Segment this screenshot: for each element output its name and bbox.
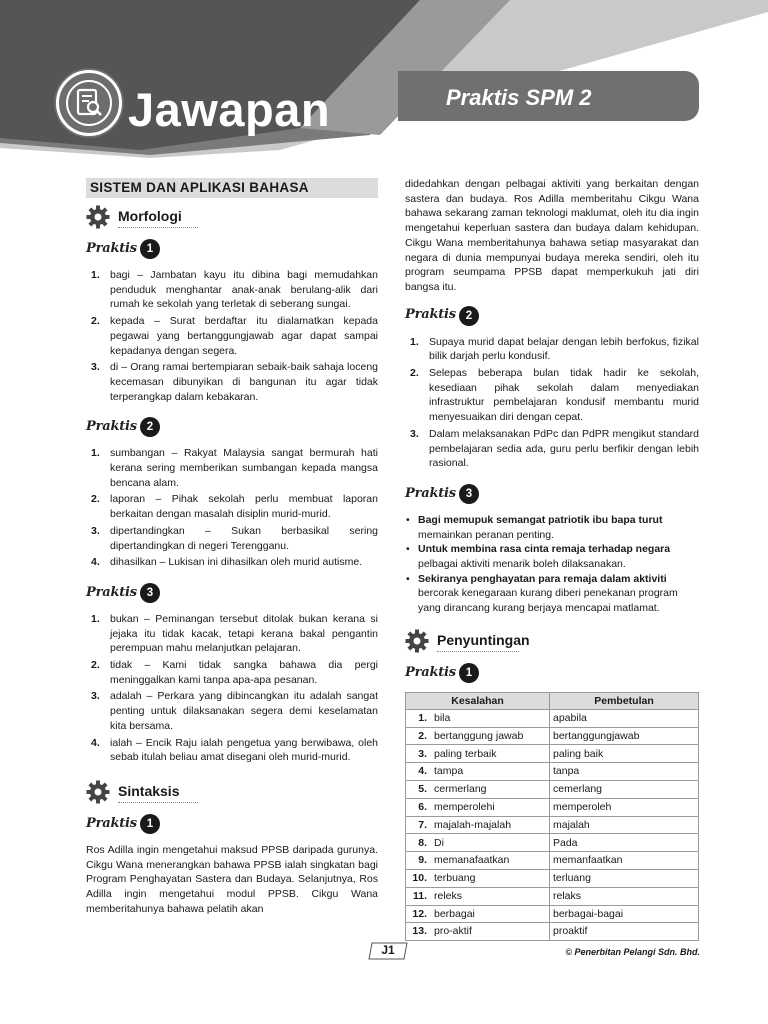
row-number: 4. — [406, 763, 432, 781]
praktis-label — [405, 305, 699, 327]
row-number: 6. — [406, 798, 432, 816]
table-row — [406, 781, 699, 799]
correction-cell: proaktif — [550, 923, 699, 941]
right-column — [405, 177, 699, 941]
error-cell: releks — [431, 887, 550, 905]
row-number: 13. — [406, 923, 432, 941]
error-cell: memperolehi — [431, 798, 550, 816]
praktis-label — [86, 416, 378, 438]
praktis-number: 2 — [459, 306, 479, 326]
table-row — [406, 905, 699, 923]
correction-cell: relaks — [550, 887, 699, 905]
list-item: 4. ialah – Encik Raju ialah pengetua yang berwibawa, oleh sebab itulah beliau amat disegani oleh murid-murid. — [91, 736, 378, 764]
correction-cell: tanpa — [550, 763, 699, 781]
column-header-kesalahan: Kesalahan — [406, 692, 550, 709]
table-row — [406, 852, 699, 870]
row-number: 2. — [406, 727, 432, 745]
table-row — [406, 816, 699, 834]
subsection-title: Sintaksis — [118, 782, 180, 799]
correction-cell: memanfaatkan — [550, 852, 699, 870]
answer-list — [86, 446, 378, 570]
error-cell: bertanggung jawab — [431, 727, 550, 745]
list-item: 1. sumbangan – Rakyat Malaysia sangat bermurah hati kerana sering memberikan sumbangan kepada mangsa bencana alam. — [91, 447, 378, 489]
correction-cell: majalah — [550, 816, 699, 834]
section-badge-label: Praktis SPM 2 — [446, 85, 592, 110]
row-number: 9. — [406, 852, 432, 870]
list-item: 3. di – Orang ramai bertempiaran sebaik-baik sahaja loceng kecemasan dibunyikan di bangunan itu agar tidak terperangkap dalam kebakaran. — [91, 361, 378, 403]
table-row — [406, 763, 699, 781]
subsection-penyuntingan — [405, 628, 699, 654]
list-item: 2. tidak – Kami tidak sangka bahawa dia pergi meninggalkan kami tanpa apa-apa pesanan. — [91, 659, 378, 686]
error-cell: memanafaatkan — [431, 852, 550, 870]
praktis-label — [86, 813, 378, 835]
page-title: Jawapan — [128, 83, 331, 136]
divider — [118, 227, 198, 228]
table-row — [406, 745, 699, 763]
divider — [118, 802, 198, 803]
list-item: 1. bagi – Jambatan kayu itu dibina bagi memudahkan penduduk menghantar anak-anak berulang-alik dari rumah ke sekolah yang terletak di seberang sungai. — [91, 269, 378, 311]
row-number: 5. — [406, 781, 432, 799]
bullet-list — [405, 513, 699, 616]
list-item: 1. bukan – Peminangan tersebut ditolak bukan kerana si jejaka itu tidak kacak, tetapi kerana bakal pengantin perempuan mahu melanjutkan pelajaran. — [91, 612, 378, 655]
correction-cell: terluang — [550, 870, 699, 888]
row-number: 1. — [406, 709, 432, 727]
praktis-label — [405, 483, 699, 505]
answer-list — [405, 335, 699, 471]
list-item: 2. kepada – Surat berdaftar itu dialamatkan kepada pegawai yang bertanggungjawab agar dapat sampai kepadanya dengan segera. — [91, 315, 378, 357]
copyright: © Penerbitan Pelangi Sdn. Bhd. — [565, 947, 700, 957]
row-number: 7. — [406, 816, 432, 834]
praktis-number: 1 — [140, 814, 160, 834]
list-item: • Sekiranya penghayatan para remaja dalam aktiviti bercorak kenegaraan kurang diberi penekanan program yang dirancang kurang berjaya mencapai matlamat. — [406, 572, 678, 615]
praktis-word: Praktis — [405, 307, 456, 323]
correction-cell: bertanggungjawab — [550, 727, 699, 745]
answer-list — [86, 268, 378, 404]
row-number: 10. — [406, 870, 432, 888]
praktis-number: 1 — [459, 663, 479, 683]
table-row — [406, 834, 699, 852]
table-header-row — [406, 692, 699, 709]
praktis-number: 3 — [140, 583, 160, 603]
error-cell: pro-aktif — [431, 923, 550, 941]
page-number: J1 — [381, 943, 395, 957]
table-row — [406, 798, 699, 816]
error-cell: bila — [431, 709, 550, 727]
praktis-word: Praktis — [86, 584, 137, 600]
gear-icon — [405, 629, 429, 653]
row-number: 3. — [406, 745, 432, 763]
praktis-word: Praktis — [405, 664, 456, 680]
list-item: 3. adalah – Perkara yang dibincangkan itu adalah sangat penting untuk dilaksanakan segera demi keselamatan kita bersama. — [91, 690, 378, 732]
praktis-word: Praktis — [86, 240, 137, 256]
list-item: 2. laporan – Pihak sekolah perlu membuat laporan berkaitan dengan masalah disiplin murid-murid. — [91, 493, 378, 521]
correction-cell: paling baik — [550, 745, 699, 763]
correction-table — [405, 692, 699, 941]
praktis-number: 2 — [140, 417, 160, 437]
error-cell: paling terbaik — [431, 745, 550, 763]
praktis-label — [86, 238, 378, 260]
praktis-number: 3 — [459, 484, 479, 504]
row-number: 12. — [406, 905, 432, 923]
error-cell: cermerlang — [431, 781, 550, 799]
gear-icon — [86, 205, 110, 229]
praktis-word: Praktis — [405, 485, 456, 501]
correction-cell: Pada — [550, 834, 699, 852]
correction-cell: cemerlang — [550, 781, 699, 799]
list-item: • Untuk membina rasa cinta remaja terhadap negara pelbagai aktiviti menarik boleh dilaksanakan. — [406, 543, 671, 571]
list-item: 1. Supaya murid dapat belajar dengan lebih berfokus, fizikal bilik darjah perlu kondusif. — [410, 335, 699, 363]
section-heading: SISTEM DAN APLIKASI BAHASA — [86, 178, 378, 198]
answer-paragraph-continued: didedahkan dengan pelbagai aktiviti yang berkaitan dengan sastera dan budaya. Ros Adilla memberitahu Cikgu Wana bahawa sekarang zaman teknologi maklumat, oleh itu dia ingin mengetahui keperluan sastera dan budaya dalam kehidupan. Cikgu Wana memberitahunya bahawa setiap masyarakat dan negara di dunia mempunyai budaya mereka sendiri, oleh itu program seumpama PPSB dapat memperkukuh jati diri bangsa itu. — [405, 178, 699, 293]
document-search-icon — [56, 70, 122, 136]
table-row — [406, 887, 699, 905]
list-item: 3. Dalam melaksanakan PdPc dan PdPR mengikut standard pembelajaran sedia ada, guru perlu berfikir dengan lebih rasional. — [410, 427, 699, 470]
list-item: 4. dihasilkan – Lukisan ini dihasilkan oleh murid autisme. — [91, 556, 363, 569]
subsection-title: Penyuntingan — [437, 631, 530, 648]
praktis-label — [405, 662, 699, 684]
column-header-pembetulan: Pembetulan — [550, 692, 699, 709]
praktis-word: Praktis — [86, 815, 137, 831]
subsection-morfologi — [86, 204, 378, 230]
row-number: 11. — [406, 887, 432, 905]
table-body — [406, 709, 699, 940]
error-cell: Di — [431, 834, 550, 852]
gear-icon — [86, 780, 110, 804]
table-row — [406, 709, 699, 727]
table-row — [406, 923, 699, 941]
praktis-number: 1 — [140, 239, 160, 259]
left-column — [86, 178, 378, 917]
answer-list — [86, 612, 378, 765]
error-cell: majalah-majalah — [431, 816, 550, 834]
list-item: • Bagi memupuk semangat patriotik ibu bapa turut memainkan peranan penting. — [406, 513, 663, 541]
praktis-label — [86, 582, 378, 604]
row-number: 8. — [406, 834, 432, 852]
error-cell: tampa — [431, 763, 550, 781]
divider — [437, 651, 519, 652]
correction-cell: berbagai-bagai — [550, 905, 699, 923]
subsection-sintaksis — [86, 779, 378, 805]
error-cell: terbuang — [431, 870, 550, 888]
table-row — [406, 870, 699, 888]
list-item: 2. Selepas beberapa bulan tidak hadir ke sekolah, kesediaan pihak sekolah dalam menyediakan infrastruktur pembelajaran kondusif membantu murid menyesuaikan diri dengan cepat. — [410, 367, 699, 424]
table-row — [406, 727, 699, 745]
correction-cell: memperoleh — [550, 798, 699, 816]
list-item: 3. dipertandingkan – Sukan berbasikal sering dipertandingkan di negeri Terengganu. — [91, 524, 378, 552]
answer-paragraph: Ros Adilla ingin mengetahui maksud PPSB daripada gurunya. Cikgu Wana menerangkan bahawa PPSB ialah singkatan bagi Program Penghayatan Sastera dan Budaya. Selanjutnya, Ros Adilla ingin mengetahui modul PPSB. Cikgu Wana memberitahunya bahawa pelatih akan — [86, 843, 378, 915]
subsection-title: Morfologi — [118, 208, 182, 224]
praktis-word: Praktis — [86, 418, 137, 434]
error-cell: berbagai — [431, 905, 550, 923]
correction-cell: apabila — [550, 709, 699, 727]
